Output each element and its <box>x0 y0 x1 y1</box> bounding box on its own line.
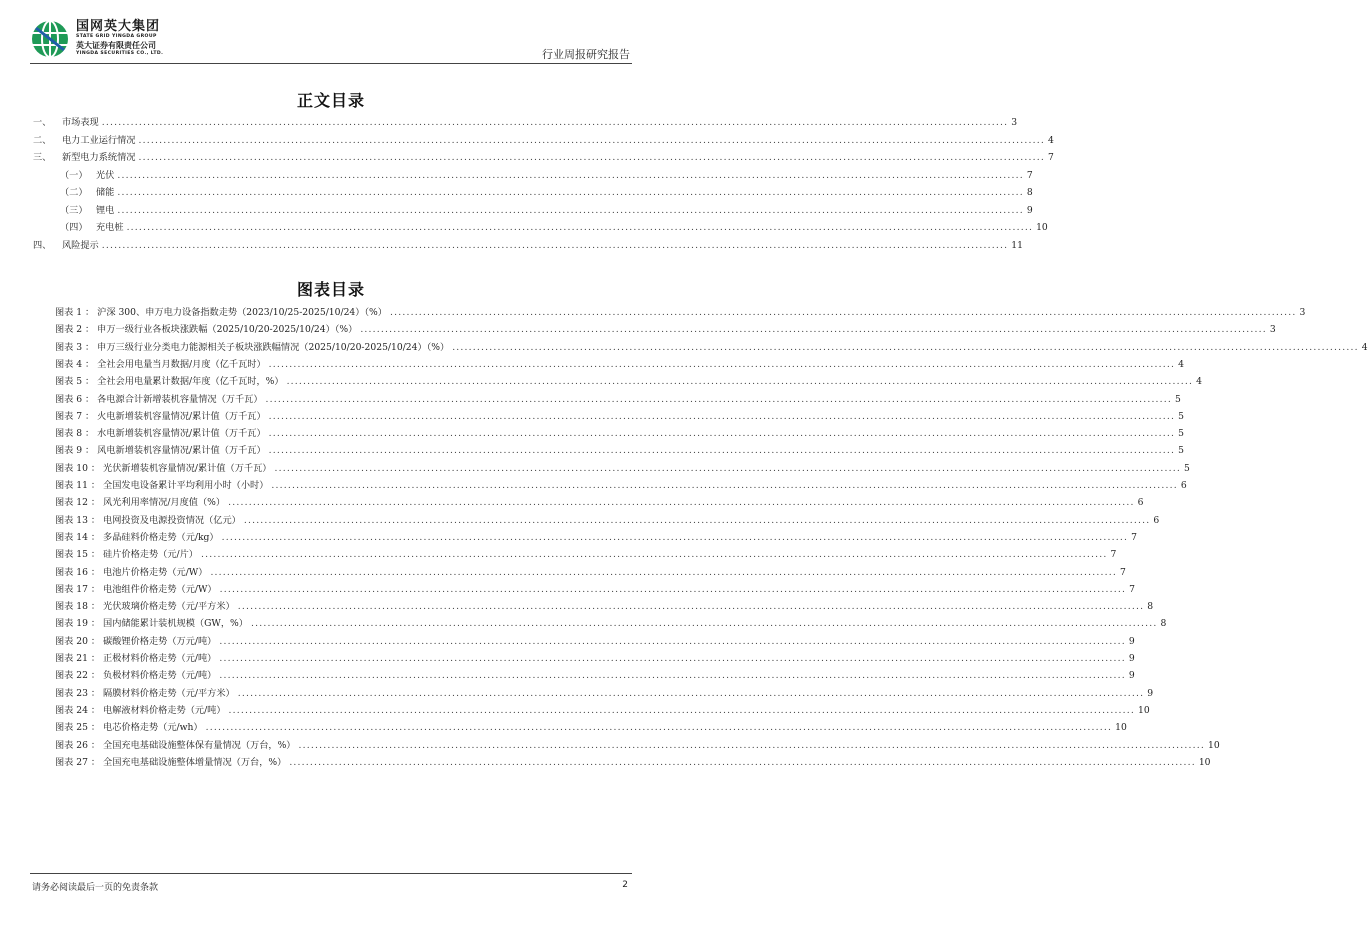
toc-dot-leader: ............................................................................................................................................................................................................................ <box>289 756 1196 768</box>
toc-entry-page: 7 <box>1048 152 1054 163</box>
toc-entry-title: 图表 2 ： 申万一级行业各板块涨跌幅（2025/10/20-2025/10/24）（%） <box>55 324 358 336</box>
toc-entry-number: 二、 <box>33 134 52 146</box>
toc-entry[interactable] <box>0 615 1167 632</box>
toc-entry-page: 3 <box>1011 117 1018 128</box>
toc-dot-leader: ............................................................................................................................................................................................................................ <box>221 531 1129 543</box>
toc-entry-page: 10 <box>1138 704 1150 716</box>
toc-entry-title: 图表 17 ： 电池组件价格走势（元/W） <box>55 583 217 595</box>
toc-dot-leader: ............................................................................................................................................................................................................................ <box>228 497 1135 509</box>
toc-entry-title: 市场表现 <box>62 117 99 128</box>
toc-entry-page: 5 <box>1178 428 1184 440</box>
toc-entry[interactable] <box>0 477 1187 494</box>
toc-entry-page: 6 <box>1137 497 1144 509</box>
toc-entry-title: 图表 6 ： 各电源合计新增装机容量情况（万千瓦） <box>55 393 263 405</box>
page-number: 2 <box>622 880 628 890</box>
toc-entry[interactable] <box>0 719 1127 736</box>
toc-entry[interactable] <box>0 219 1048 236</box>
logo-group-name-en: STATE GRID YINGDA GROUP <box>76 34 157 39</box>
toc-entry-page: 7 <box>1110 549 1117 561</box>
toc-dot-leader: ............................................................................................................................................................................................................................ <box>101 239 1009 251</box>
toc-entry-number: （一） <box>60 169 88 181</box>
toc-entry-title: 风险提示 <box>62 239 99 251</box>
toc-entry[interactable] <box>0 202 1033 219</box>
footer-disclaimer: 请务必阅读最后一页的免责条款 <box>32 883 159 893</box>
toc-dot-leader: ............................................................................................................................................................................................................................ <box>210 566 1117 578</box>
toc-entry-page: 7 <box>1119 566 1126 578</box>
toc-entry-page: 9 <box>1147 687 1154 699</box>
toc-entry[interactable] <box>0 460 1190 477</box>
footer-divider <box>30 873 632 874</box>
toc-dot-leader: ............................................................................................................................................................................................................................ <box>237 687 1145 699</box>
toc-entry[interactable] <box>0 237 1023 254</box>
toc-dot-leader: ............................................................................................................................................................................................................................ <box>219 635 1126 647</box>
toc-dot-leader: ............................................................................................................................................................................................................................ <box>138 134 1045 146</box>
toc-entry[interactable] <box>0 737 1220 754</box>
toc-entry-title: 图表 18 ： 光伏玻璃价格走势（元/平方米） <box>55 601 235 613</box>
toc-entry[interactable] <box>0 667 1135 684</box>
toc-dot-leader: ............................................................................................................................................................................................................................ <box>265 393 1173 405</box>
toc-entry-title: 图表 27 ： 全国充电基础设施整体增量情况（万台，%） <box>55 756 287 768</box>
toc-entry[interactable] <box>0 321 1276 338</box>
toc-entry[interactable] <box>0 356 1184 373</box>
toc-dot-leader: ............................................................................................................................................................................................................................ <box>452 341 1359 353</box>
toc-dot-leader: ............................................................................................................................................................................................................................ <box>360 324 1267 336</box>
toc-dot-leader: ............................................................................................................................................................................................................................ <box>268 428 1176 440</box>
toc-dot-leader: ............................................................................................................................................................................................................................ <box>219 583 1127 595</box>
state-grid-logo-icon <box>30 19 70 59</box>
toc-dot-leader: ............................................................................................................................................................................................................................ <box>286 376 1194 388</box>
toc-entry-number: （二） <box>60 187 88 198</box>
logo-company-name-en: YINGDA SECURITIES CO., LTD. <box>76 51 164 56</box>
toc-entry-title: 图表 3 ： 申万三级行业分类电力能源相关子板块涨跌幅情况（2025/10/20-2025/10/24）（%） <box>55 341 450 353</box>
toc-entry-page: 4 <box>1178 358 1184 370</box>
toc-entry-page: 4 <box>1196 376 1202 388</box>
toc-entry-page: 5 <box>1178 445 1184 457</box>
toc-entry-title: 图表 24 ： 电解液材料价格走势（元/吨） <box>55 704 226 716</box>
toc-entry-page: 4 <box>1361 341 1368 353</box>
toc-entry-page: 7 <box>1026 169 1033 181</box>
logo-company-name: 英大证券有限责任公司 <box>76 41 156 50</box>
toc-entry-page: 6 <box>1180 480 1187 491</box>
toc-entry-page: 10 <box>1198 756 1211 768</box>
toc-dot-leader: ............................................................................................................................................................................................................................ <box>117 187 1024 198</box>
toc-entry-title: 充电桩 <box>96 222 124 233</box>
toc-entry[interactable] <box>0 546 1117 563</box>
toc-dot-leader: ............................................................................................................................................................................................................................ <box>268 445 1176 457</box>
toc-entry-page: 11 <box>1011 239 1023 251</box>
toc-entry-title: 图表 12 ： 风光利用率情况/月度值（%） <box>55 497 226 509</box>
report-type-label: 行业周报研究报告 <box>542 48 630 61</box>
toc-dot-leader: ............................................................................................................................................................................................................................ <box>138 152 1045 163</box>
toc-entry-title: 图表 19 ： 国内储能累计装机规模（GW，%） <box>55 618 248 630</box>
contents-title: 正文目录 <box>296 91 365 110</box>
toc-entry-title: 图表 21 ： 正极材料价格走势（元/吨） <box>55 653 217 664</box>
toc-entry-page: 3 <box>1299 307 1306 318</box>
toc-dot-leader: ............................................................................................................................................................................................................................ <box>268 358 1176 370</box>
toc-entry-number: （四） <box>60 222 88 233</box>
toc-entry-title: 图表 7 ： 火电新增装机容量情况/累计值（万千瓦） <box>55 410 266 422</box>
toc-entry[interactable] <box>0 564 1126 581</box>
toc-entry-title: 图表 5 ： 全社会用电量累计数据/年度（亿千瓦时，%） <box>55 376 284 388</box>
toc-entry-page: 7 <box>1129 583 1135 595</box>
toc-entry[interactable] <box>0 702 1150 719</box>
toc-dot-leader: ............................................................................................................................................................................................................................ <box>389 307 1297 318</box>
toc-entry-number: 四、 <box>33 239 52 251</box>
toc-entry-title: 图表 8 ： 水电新增装机容量情况/累计值（万千瓦） <box>55 428 266 440</box>
toc-entry-page: 9 <box>1128 653 1135 664</box>
toc-entry[interactable] <box>0 339 1368 356</box>
toc-entry-title: 图表 23 ： 隔膜材料价格走势（元/平方米） <box>55 687 235 699</box>
toc-entry-title: 图表 9 ： 风电新增装机容量情况/累计值（万千瓦） <box>55 445 266 457</box>
toc-entry-page: 10 <box>1208 739 1220 751</box>
toc-dot-leader: ............................................................................................................................................................................................................................ <box>271 480 1178 491</box>
header-divider <box>30 63 632 64</box>
toc-entry[interactable] <box>0 184 1033 201</box>
toc-entry-number: 三、 <box>33 152 52 163</box>
toc-dot-leader: ............................................................................................................................................................................................................................ <box>228 704 1136 716</box>
toc-entry[interactable] <box>0 391 1181 408</box>
page-header <box>0 0 662 66</box>
toc-entry-page: 9 <box>1128 635 1135 647</box>
toc-entry-number: 一、 <box>33 117 52 128</box>
toc-entry[interactable] <box>0 754 1211 771</box>
toc-entry[interactable] <box>0 529 1137 546</box>
toc-entry-title: 图表 26 ： 全国充电基础设施整体保有量情况（万台，%） <box>55 739 296 751</box>
toc-dot-leader: ............................................................................................................................................................................................................................ <box>237 601 1145 613</box>
toc-entry[interactable] <box>0 633 1135 650</box>
toc-entry-title: 电力工业运行情况 <box>62 134 136 146</box>
toc-entry-page: 5 <box>1178 410 1184 422</box>
toc-dot-leader: ............................................................................................................................................................................................................................ <box>101 117 1009 128</box>
toc-dot-leader: ............................................................................................................................................................................................................................ <box>274 462 1181 474</box>
toc-entry-title: 图表 10 ： 光伏新增装机容量情况/累计值（万千瓦） <box>55 462 272 474</box>
toc-entry-title: 图表 25 ： 电芯价格走势（元/wh） <box>55 722 203 734</box>
toc-entry-title: 图表 1 ： 沪深 300、申万电力设备指数走势（2023/10/25-2025/10/24）（%） <box>55 307 387 318</box>
toc-entry[interactable] <box>0 408 1184 425</box>
toc-entry-title: 图表 11 ： 全国发电设备累计平均利用小时（小时） <box>55 480 269 491</box>
toc-entry-page: 10 <box>1036 222 1048 233</box>
toc-entry-page: 9 <box>1128 670 1135 682</box>
toc-entry-page: 5 <box>1183 462 1190 474</box>
toc-entry-title: 图表 13 ： 电网投资及电源投资情况（亿元） <box>55 514 241 526</box>
toc-entry[interactable] <box>0 304 1306 321</box>
toc-entry-number: （三） <box>60 204 88 216</box>
toc-entry-page: 8 <box>1026 187 1033 198</box>
figures-title: 图表目录 <box>296 280 365 299</box>
toc-entry[interactable] <box>0 650 1135 667</box>
toc-entry-page: 5 <box>1175 393 1181 405</box>
toc-entry-page: 8 <box>1147 601 1154 613</box>
toc-entry[interactable] <box>0 167 1033 184</box>
toc-entry[interactable] <box>0 114 1018 131</box>
toc-entry-page: 7 <box>1131 531 1137 543</box>
toc-entry-title: 图表 16 ： 电池片价格走势（元/W） <box>55 566 208 578</box>
toc-dot-leader: ............................................................................................................................................................................................................................ <box>117 204 1024 216</box>
toc-dot-leader: ............................................................................................................................................................................................................................ <box>205 722 1113 734</box>
toc-entry-page: 10 <box>1115 722 1127 734</box>
toc-entry-page: 4 <box>1048 134 1054 146</box>
toc-dot-leader: ............................................................................................................................................................................................................................ <box>298 739 1205 751</box>
toc-dot-leader: ............................................................................................................................................................................................................................ <box>117 169 1024 181</box>
toc-entry-title: 图表 22 ： 负极材料价格走势（元/吨） <box>55 670 217 682</box>
toc-dot-leader: ............................................................................................................................................................................................................................ <box>219 670 1126 682</box>
toc-entry-page: 6 <box>1153 514 1160 526</box>
company-logo-text <box>76 19 163 57</box>
toc-entry[interactable] <box>0 442 1184 459</box>
toc-entry-title: 图表 14 ： 多晶硅料价格走势（元/kg） <box>55 531 219 543</box>
toc-entry-page: 8 <box>1160 618 1167 630</box>
toc-dot-leader: ............................................................................................................................................................................................................................ <box>126 222 1034 233</box>
logo-group-name: 国网英大集团 <box>76 19 161 34</box>
toc-entry-page: 9 <box>1026 204 1033 216</box>
toc-entry[interactable] <box>0 512 1160 529</box>
toc-entry-title: 储能 <box>96 187 115 198</box>
toc-entry-title: 图表 20 ： 碳酸锂价格走势（万元/吨） <box>55 635 217 647</box>
toc-entry-title: 图表 4 ： 全社会用电量当月数据/月度（亿千瓦时） <box>55 358 266 370</box>
toc-entry[interactable] <box>0 581 1135 598</box>
toc-dot-leader: ............................................................................................................................................................................................................................ <box>250 618 1158 630</box>
toc-entry[interactable] <box>0 149 1054 166</box>
toc-entry[interactable] <box>0 425 1184 442</box>
toc-dot-leader: ............................................................................................................................................................................................................................ <box>219 653 1126 664</box>
toc-entry-page: 3 <box>1269 324 1276 336</box>
toc-entry-title: 光伏 <box>96 169 115 181</box>
toc-entry[interactable] <box>0 494 1144 511</box>
toc-dot-leader: ............................................................................................................................................................................................................................ <box>243 514 1151 526</box>
toc-dot-leader: ............................................................................................................................................................................................................................ <box>268 410 1176 422</box>
toc-entry-title: 锂电 <box>96 204 115 216</box>
toc-entry-title: 图表 15 ： 硅片价格走势（元/片） <box>55 549 198 561</box>
toc-entry-title: 新型电力系统情况 <box>62 152 136 163</box>
toc-entry[interactable] <box>0 598 1154 615</box>
toc-entry[interactable] <box>0 373 1202 390</box>
toc-entry[interactable] <box>0 685 1154 702</box>
toc-dot-leader: ............................................................................................................................................................................................................................ <box>200 549 1108 561</box>
toc-entry[interactable] <box>0 132 1054 149</box>
